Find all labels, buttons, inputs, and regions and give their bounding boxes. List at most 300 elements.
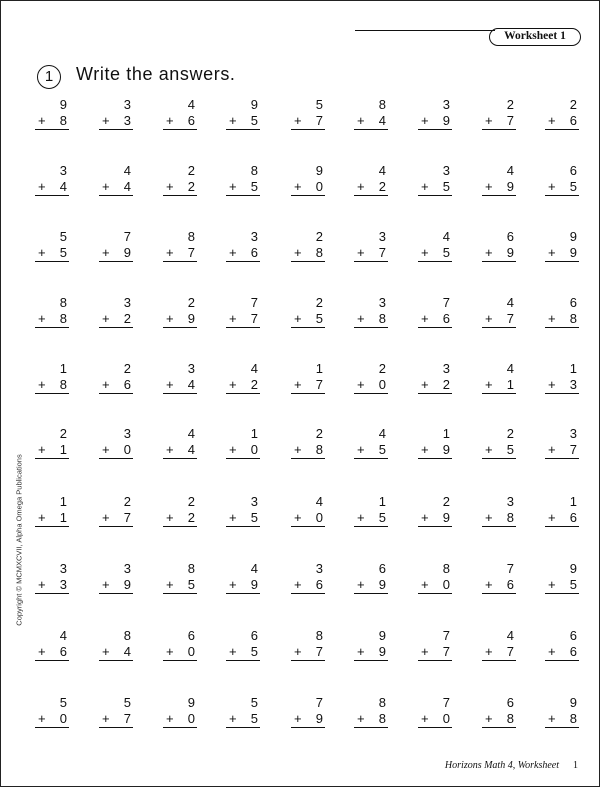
addend-top: 3 (59, 561, 67, 576)
addend-bottom: 5 (315, 311, 323, 326)
addend-bottom: 4 (187, 377, 195, 392)
addend-bottom-row (418, 113, 452, 130)
problem-item (354, 494, 388, 527)
addend-bottom-row (482, 113, 516, 130)
addend-bottom: 5 (250, 179, 258, 194)
problem-item (545, 561, 579, 594)
problem-item (354, 361, 388, 394)
problem-item (354, 628, 388, 661)
plus-sign: + (102, 311, 110, 326)
addend-top: 2 (378, 361, 386, 376)
addend-bottom-row (226, 644, 260, 661)
problem-item (226, 97, 260, 130)
problem-item (354, 163, 388, 196)
addend-top: 6 (506, 229, 514, 244)
plus-sign: + (38, 179, 46, 194)
problem-item (545, 229, 579, 262)
addend-bottom: 5 (506, 442, 514, 457)
plus-sign: + (102, 377, 110, 392)
problem-item (35, 295, 69, 328)
addend-top: 1 (59, 494, 67, 509)
problem-item (354, 561, 388, 594)
addend-top: 3 (315, 561, 323, 576)
addend-top: 7 (506, 561, 514, 576)
addend-bottom: 7 (315, 377, 323, 392)
problem-item (163, 561, 197, 594)
addend-top: 6 (187, 628, 195, 643)
addend-top: 8 (442, 561, 450, 576)
addend-bottom-row (35, 245, 69, 262)
addend-bottom-row (291, 510, 325, 527)
problem-item (226, 229, 260, 262)
addend-bottom: 7 (506, 311, 514, 326)
problem-item (291, 628, 325, 661)
addend-bottom-row (545, 442, 579, 459)
plus-sign: + (357, 510, 365, 525)
addend-top: 4 (378, 426, 386, 441)
addend-top: 1 (250, 426, 258, 441)
addend-bottom-row (354, 442, 388, 459)
problem-item (291, 295, 325, 328)
addend-top: 7 (250, 295, 258, 310)
problem-item (482, 628, 516, 661)
addend-bottom-row (163, 113, 197, 130)
plus-sign: + (38, 311, 46, 326)
addend-bottom: 2 (250, 377, 258, 392)
problem-item (226, 628, 260, 661)
addend-bottom: 6 (123, 377, 131, 392)
problem-item (291, 494, 325, 527)
addend-top: 8 (378, 97, 386, 112)
addend-bottom: 6 (442, 311, 450, 326)
problem-item (482, 494, 516, 527)
addend-top: 6 (378, 561, 386, 576)
plus-sign: + (548, 442, 556, 457)
addend-bottom: 9 (442, 510, 450, 525)
addend-bottom-row (99, 311, 133, 328)
problem-item (354, 295, 388, 328)
addend-top: 2 (187, 494, 195, 509)
plus-sign: + (229, 644, 237, 659)
plus-sign: + (38, 377, 46, 392)
addend-bottom-row (163, 245, 197, 262)
problem-item (545, 97, 579, 130)
addend-bottom: 9 (315, 711, 323, 726)
addend-bottom-row (291, 377, 325, 394)
addend-bottom: 8 (569, 711, 577, 726)
addend-bottom-row (99, 442, 133, 459)
plus-sign: + (166, 577, 174, 592)
addend-bottom-row (354, 311, 388, 328)
addend-bottom: 5 (442, 245, 450, 260)
addend-bottom-row (482, 644, 516, 661)
problem-item (545, 628, 579, 661)
addend-top: 7 (442, 295, 450, 310)
addend-bottom-row (354, 377, 388, 394)
plus-sign: + (548, 577, 556, 592)
problem-item (418, 163, 452, 196)
addend-bottom: 8 (506, 510, 514, 525)
plus-sign: + (357, 113, 365, 128)
addend-bottom: 2 (378, 179, 386, 194)
addend-top: 2 (123, 494, 131, 509)
plus-sign: + (485, 245, 493, 260)
addend-bottom-row (482, 377, 516, 394)
addend-bottom: 7 (123, 711, 131, 726)
plus-sign: + (485, 113, 493, 128)
problem-item (99, 295, 133, 328)
problem-item (226, 695, 260, 728)
problem-item (291, 163, 325, 196)
addend-bottom: 0 (250, 442, 258, 457)
plus-sign: + (548, 377, 556, 392)
addend-bottom-row (482, 311, 516, 328)
plus-sign: + (421, 377, 429, 392)
addend-bottom: 6 (315, 577, 323, 592)
addend-bottom-row (545, 711, 579, 728)
problem-item (163, 163, 197, 196)
addend-top: 9 (250, 97, 258, 112)
addend-bottom-row (99, 577, 133, 594)
plus-sign: + (166, 510, 174, 525)
problem-item (163, 97, 197, 130)
addend-top: 4 (315, 494, 323, 509)
plus-sign: + (548, 113, 556, 128)
addend-bottom: 0 (187, 644, 195, 659)
addend-top: 4 (378, 163, 386, 178)
addend-bottom: 9 (187, 311, 195, 326)
problem-item (418, 494, 452, 527)
addend-bottom: 4 (187, 442, 195, 457)
addend-bottom: 8 (59, 311, 67, 326)
addend-bottom: 7 (315, 644, 323, 659)
plus-sign: + (294, 311, 302, 326)
addend-bottom: 5 (187, 577, 195, 592)
plus-sign: + (294, 442, 302, 457)
instruction-number: 1 (37, 65, 61, 89)
addend-top: 6 (506, 695, 514, 710)
addend-top: 3 (378, 295, 386, 310)
addend-top: 6 (569, 163, 577, 178)
addend-bottom-row (291, 179, 325, 196)
problem-item (291, 97, 325, 130)
addend-bottom-row (99, 377, 133, 394)
addend-top: 2 (442, 494, 450, 509)
addend-bottom-row (291, 113, 325, 130)
addend-bottom-row (226, 377, 260, 394)
addend-bottom: 0 (59, 711, 67, 726)
problem-item (163, 426, 197, 459)
addend-bottom: 9 (123, 245, 131, 260)
problem-item (418, 561, 452, 594)
plus-sign: + (357, 245, 365, 260)
addend-bottom: 8 (506, 711, 514, 726)
addend-bottom: 0 (442, 577, 450, 592)
addend-bottom-row (163, 179, 197, 196)
problem-item (163, 361, 197, 394)
addend-top: 7 (123, 229, 131, 244)
addend-top: 3 (569, 426, 577, 441)
problem-item (35, 229, 69, 262)
problem-item (482, 229, 516, 262)
addend-bottom: 3 (123, 113, 131, 128)
problem-item (418, 695, 452, 728)
addend-bottom-row (354, 577, 388, 594)
name-line (355, 30, 495, 31)
plus-sign: + (294, 510, 302, 525)
addend-bottom: 6 (506, 577, 514, 592)
plus-sign: + (38, 711, 46, 726)
problem-item (226, 561, 260, 594)
addend-bottom-row (226, 510, 260, 527)
addend-top: 2 (187, 295, 195, 310)
addend-bottom-row (99, 179, 133, 196)
plus-sign: + (229, 245, 237, 260)
addend-bottom-row (163, 711, 197, 728)
addend-top: 8 (315, 628, 323, 643)
addend-bottom-row (163, 577, 197, 594)
problem-item (482, 561, 516, 594)
addend-bottom-row (545, 179, 579, 196)
addend-bottom-row (291, 577, 325, 594)
copyright-notice: Copyright © MCMXCVII, Alpha Omega Publications (14, 454, 24, 626)
addend-bottom-row (35, 113, 69, 130)
plus-sign: + (357, 644, 365, 659)
addend-bottom: 6 (569, 113, 577, 128)
problem-item (99, 163, 133, 196)
addend-bottom-row (418, 311, 452, 328)
plus-sign: + (38, 245, 46, 260)
addend-top: 3 (250, 229, 258, 244)
addend-bottom: 9 (378, 644, 386, 659)
addend-bottom-row (99, 245, 133, 262)
page-number: 1 (573, 760, 578, 771)
addend-bottom-row (226, 179, 260, 196)
addend-top: 1 (569, 361, 577, 376)
plus-sign: + (548, 510, 556, 525)
problem-item (226, 494, 260, 527)
addend-bottom-row (545, 113, 579, 130)
plus-sign: + (38, 113, 46, 128)
addend-bottom: 7 (315, 113, 323, 128)
problem-item (163, 695, 197, 728)
addend-bottom-row (226, 245, 260, 262)
addend-bottom-row (418, 577, 452, 594)
plus-sign: + (357, 577, 365, 592)
addend-bottom-row (99, 711, 133, 728)
addend-bottom: 5 (442, 179, 450, 194)
addend-top: 7 (315, 695, 323, 710)
addend-bottom: 8 (315, 245, 323, 260)
addend-bottom: 4 (378, 113, 386, 128)
addend-bottom-row (226, 113, 260, 130)
problem-item (354, 426, 388, 459)
addend-top: 9 (569, 695, 577, 710)
addend-bottom-row (354, 711, 388, 728)
addend-bottom-row (545, 245, 579, 262)
problem-item (418, 361, 452, 394)
problem-item (99, 561, 133, 594)
problem-item (482, 295, 516, 328)
addend-bottom-row (35, 311, 69, 328)
addend-bottom-row (291, 442, 325, 459)
addend-bottom: 5 (569, 577, 577, 592)
plus-sign: + (229, 179, 237, 194)
problem-item (99, 97, 133, 130)
plus-sign: + (166, 377, 174, 392)
problem-item (291, 695, 325, 728)
addend-bottom-row (418, 711, 452, 728)
addend-top: 4 (187, 426, 195, 441)
addend-top: 8 (187, 229, 195, 244)
addend-bottom-row (482, 577, 516, 594)
plus-sign: + (166, 311, 174, 326)
problem-item (545, 426, 579, 459)
addend-bottom: 8 (378, 711, 386, 726)
problem-item (482, 695, 516, 728)
addend-bottom: 7 (506, 113, 514, 128)
addend-bottom: 5 (59, 245, 67, 260)
problem-item (482, 97, 516, 130)
addend-top: 4 (506, 361, 514, 376)
addend-top: 9 (569, 561, 577, 576)
addend-bottom-row (545, 577, 579, 594)
addend-top: 2 (59, 426, 67, 441)
addend-bottom-row (35, 711, 69, 728)
worksheet-badge: Worksheet 1 (489, 28, 581, 46)
plus-sign: + (294, 377, 302, 392)
addend-top: 5 (59, 229, 67, 244)
addend-top: 1 (315, 361, 323, 376)
problem-item (35, 361, 69, 394)
plus-sign: + (229, 311, 237, 326)
addend-bottom: 3 (569, 377, 577, 392)
addend-bottom-row (354, 510, 388, 527)
addend-bottom-row (418, 377, 452, 394)
addend-bottom-row (482, 442, 516, 459)
addend-top: 5 (250, 695, 258, 710)
addend-bottom-row (163, 377, 197, 394)
addend-top: 9 (315, 163, 323, 178)
plus-sign: + (38, 644, 46, 659)
plus-sign: + (166, 442, 174, 457)
plus-sign: + (357, 377, 365, 392)
plus-sign: + (166, 245, 174, 260)
problem-item (99, 695, 133, 728)
addend-bottom-row (99, 644, 133, 661)
addend-top: 4 (506, 295, 514, 310)
addend-top: 1 (59, 361, 67, 376)
addend-bottom: 9 (506, 245, 514, 260)
problem-item (163, 628, 197, 661)
addend-bottom: 8 (378, 311, 386, 326)
addend-bottom-row (35, 442, 69, 459)
addend-top: 3 (187, 361, 195, 376)
addend-top: 2 (315, 229, 323, 244)
addend-bottom-row (291, 311, 325, 328)
addend-bottom-row (545, 377, 579, 394)
plus-sign: + (421, 245, 429, 260)
plus-sign: + (102, 711, 110, 726)
footer-book-title: Horizons Math 4, Worksheet (444, 760, 559, 771)
plus-sign: + (485, 711, 493, 726)
addend-bottom-row (226, 311, 260, 328)
problem-item (482, 426, 516, 459)
addend-bottom: 0 (123, 442, 131, 457)
problem-item (99, 361, 133, 394)
addend-bottom: 9 (378, 577, 386, 592)
addend-bottom: 9 (569, 245, 577, 260)
plus-sign: + (102, 644, 110, 659)
plus-sign: + (229, 510, 237, 525)
addend-bottom: 5 (569, 179, 577, 194)
addend-bottom-row (482, 245, 516, 262)
addend-bottom: 1 (59, 442, 67, 457)
addend-top: 9 (569, 229, 577, 244)
addend-top: 6 (250, 628, 258, 643)
plus-sign: + (294, 711, 302, 726)
addend-bottom: 7 (378, 245, 386, 260)
addend-bottom-row (482, 711, 516, 728)
plus-sign: + (102, 510, 110, 525)
addend-bottom: 5 (250, 644, 258, 659)
plus-sign: + (421, 711, 429, 726)
addend-top: 3 (506, 494, 514, 509)
problem-item (418, 628, 452, 661)
addend-top: 3 (123, 561, 131, 576)
plus-sign: + (421, 442, 429, 457)
addend-bottom: 8 (569, 311, 577, 326)
addend-bottom-row (291, 711, 325, 728)
addend-bottom: 5 (250, 510, 258, 525)
plus-sign: + (357, 311, 365, 326)
addend-top: 4 (250, 361, 258, 376)
addend-bottom: 2 (187, 510, 195, 525)
problem-item (35, 628, 69, 661)
plus-sign: + (294, 179, 302, 194)
addend-bottom-row (163, 442, 197, 459)
problem-item (291, 361, 325, 394)
addend-top: 4 (506, 163, 514, 178)
problem-item (482, 163, 516, 196)
problem-item (35, 97, 69, 130)
problem-item (99, 494, 133, 527)
problem-item (35, 426, 69, 459)
plus-sign: + (485, 577, 493, 592)
addend-bottom: 8 (59, 113, 67, 128)
plus-sign: + (102, 179, 110, 194)
addend-top: 8 (250, 163, 258, 178)
addend-top: 2 (315, 426, 323, 441)
addend-top: 9 (59, 97, 67, 112)
plus-sign: + (229, 577, 237, 592)
addend-bottom: 0 (187, 711, 195, 726)
plus-sign: + (294, 113, 302, 128)
problem-item (226, 163, 260, 196)
plus-sign: + (485, 644, 493, 659)
addend-top: 2 (506, 97, 514, 112)
plus-sign: + (166, 179, 174, 194)
addend-bottom-row (35, 577, 69, 594)
plus-sign: + (102, 577, 110, 592)
addend-bottom-row (545, 510, 579, 527)
plus-sign: + (421, 510, 429, 525)
plus-sign: + (38, 442, 46, 457)
problem-item (545, 295, 579, 328)
addend-bottom: 4 (123, 179, 131, 194)
plus-sign: + (229, 377, 237, 392)
addend-bottom-row (291, 245, 325, 262)
